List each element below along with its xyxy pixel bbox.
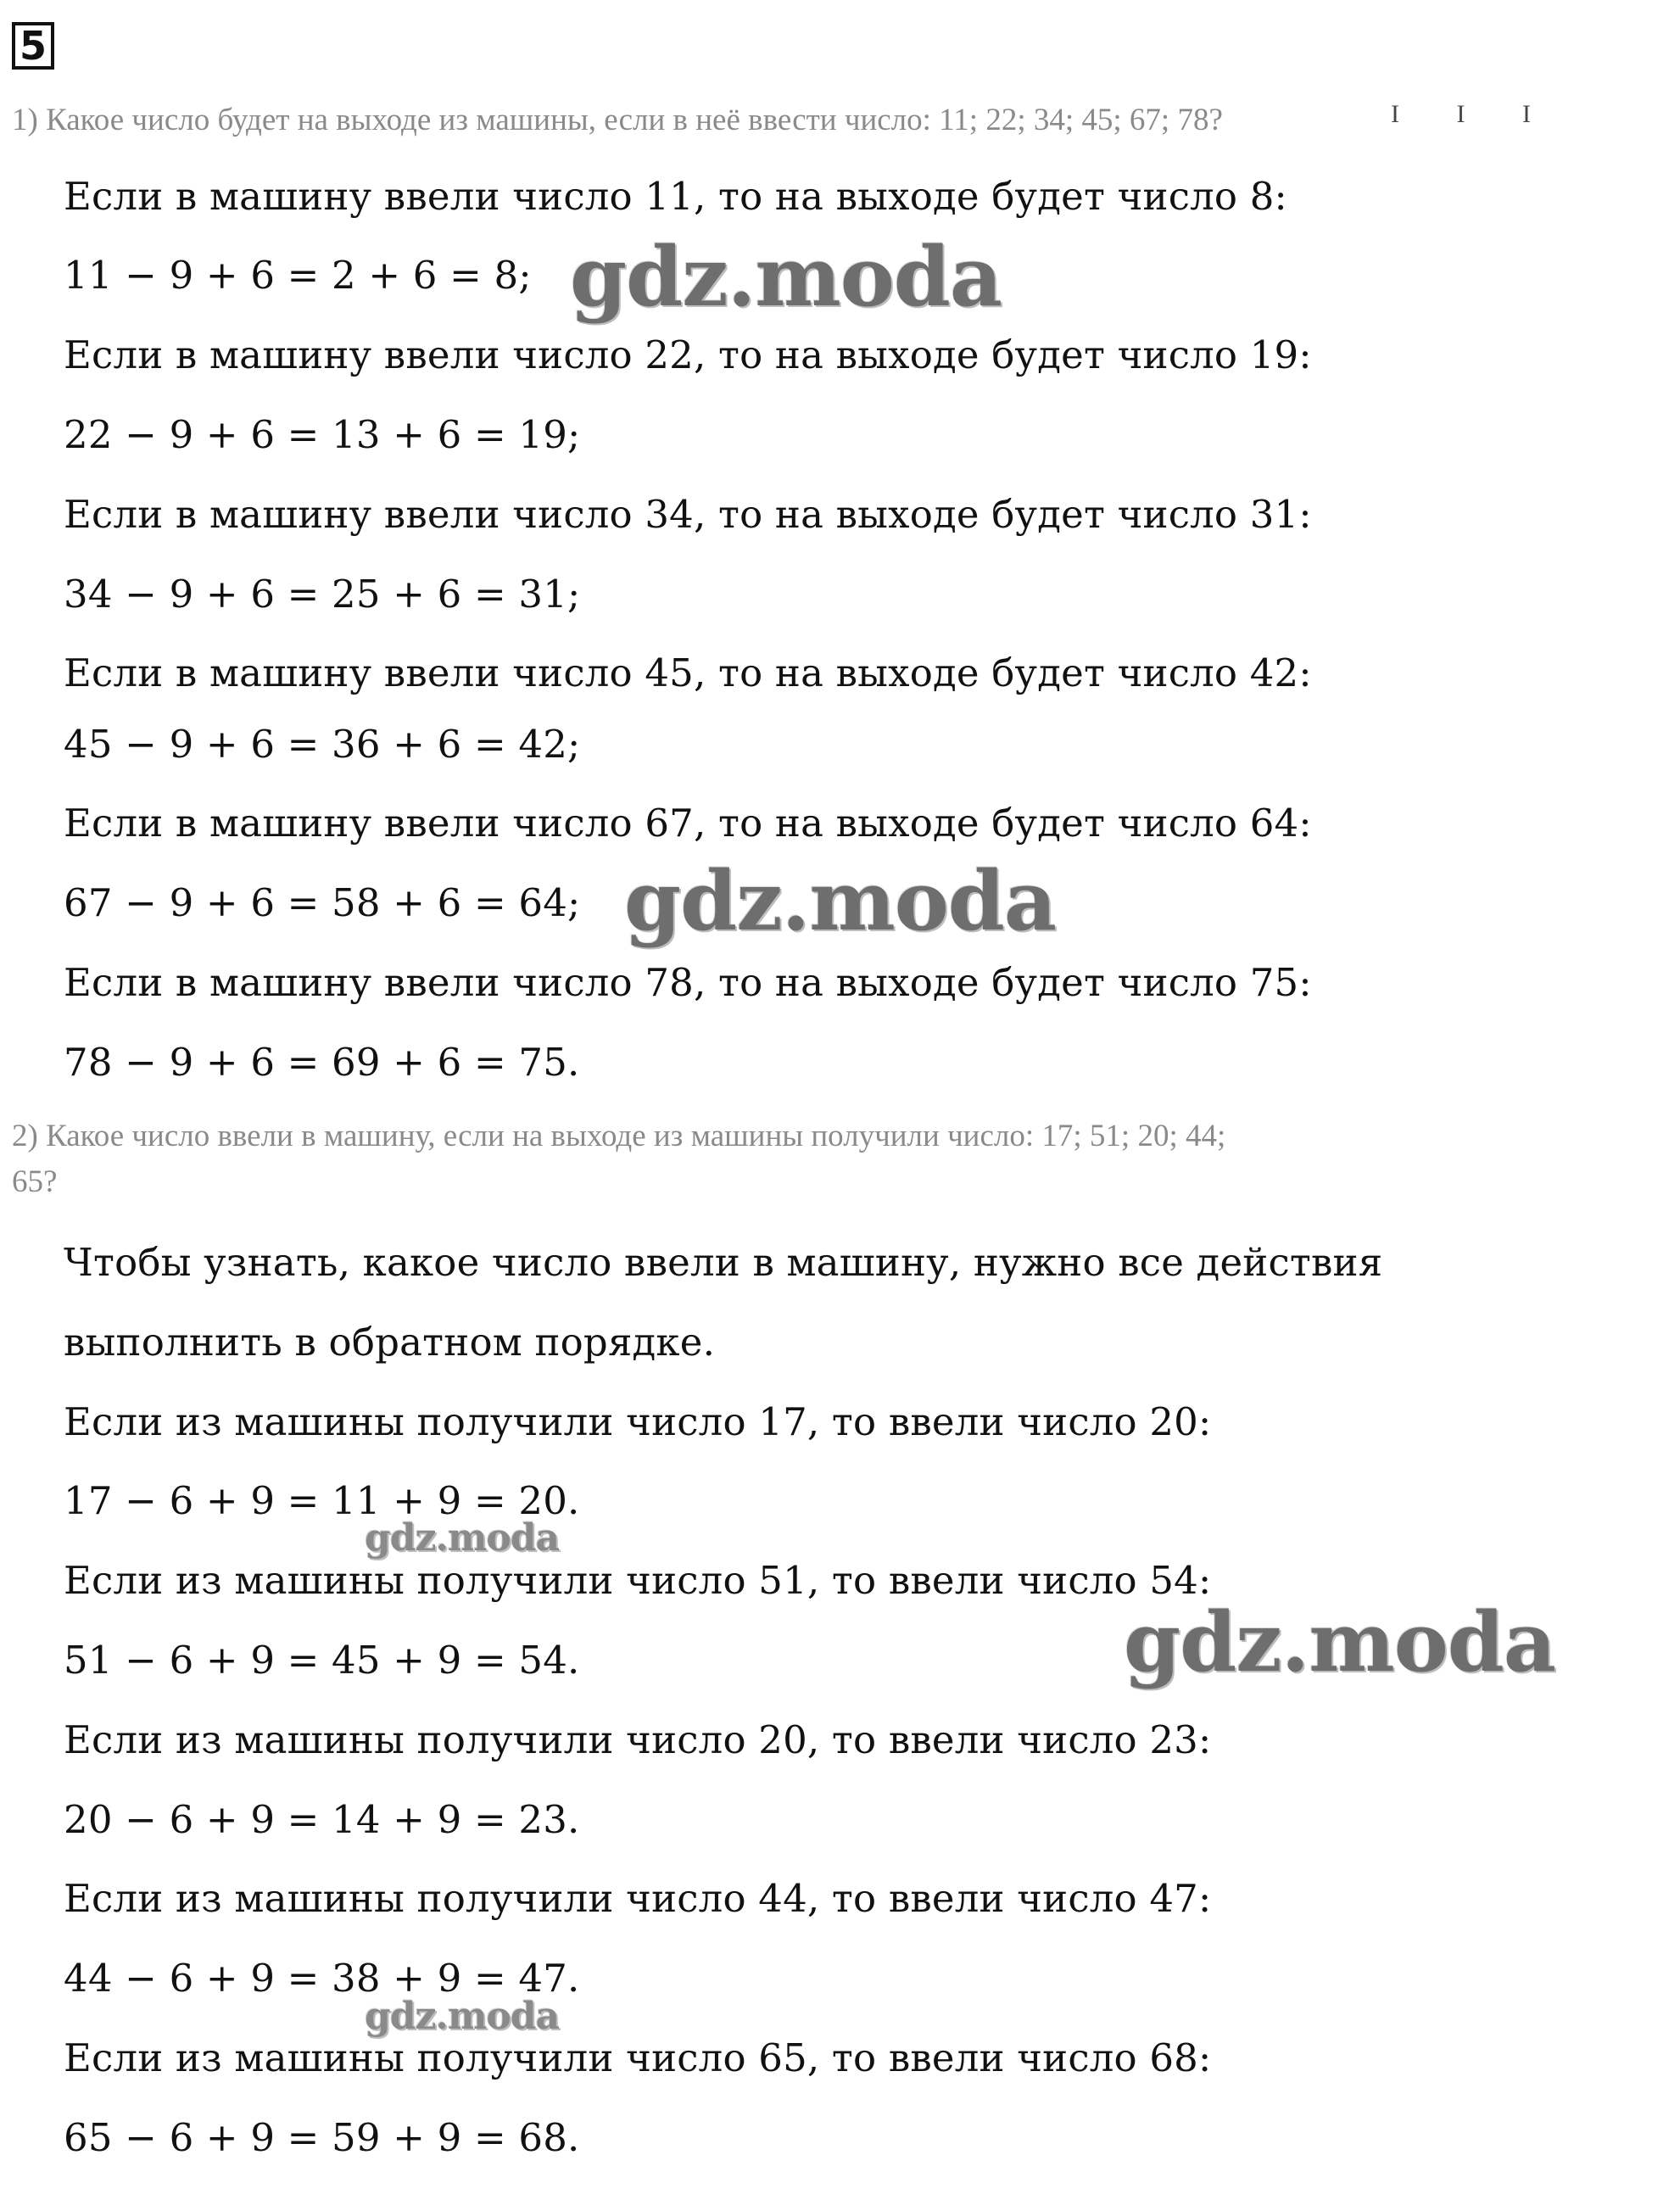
answer-line: Если в машину ввели число 45, то на выходе будет число 42: [64, 650, 1312, 695]
equation-line: 34 − 9 + 6 = 25 + 6 = 31; [64, 572, 581, 617]
answer-line: Если в машину ввели число 78, то на выходе будет число 75: [64, 960, 1312, 1005]
equation-line: 11 − 9 + 6 = 2 + 6 = 8; [64, 253, 532, 298]
answer-line: Чтобы узнать, какое число ввели в машину, нужно все действия [64, 1240, 1383, 1285]
answer-line: Если из машины получили число 17, то ввели число 20: [64, 1399, 1212, 1444]
answer-line: Если из машины получили число 20, то ввели число 23: [64, 1717, 1212, 1762]
equation-line: 22 − 9 + 6 = 13 + 6 = 19; [64, 412, 581, 457]
watermark: gdz.moda [570, 229, 1002, 325]
header-fragment: I I I [1391, 100, 1556, 128]
equation-line: 20 − 6 + 9 = 14 + 9 = 23. [64, 1797, 580, 1842]
answer-line: Если из машины получили число 65, то ввели число 68: [64, 2035, 1212, 2080]
equation-line: 45 − 9 + 6 = 36 + 6 = 42; [64, 722, 581, 767]
watermark: gdz.moda [1124, 1594, 1556, 1690]
equation-line: 65 − 6 + 9 = 59 + 9 = 68. [64, 2115, 580, 2160]
equation-line: 67 − 9 + 6 = 58 + 6 = 64; [64, 880, 581, 925]
answer-line: Если в машину ввели число 67, то на выходе будет число 64: [64, 801, 1312, 846]
answer-line: Если в машину ввели число 34, то на выходе будет число 31: [64, 492, 1312, 537]
watermark: gdz.moda [365, 1516, 560, 1560]
question-2-line-1: 2) Какое число ввели в машину, если на выходе из машины получили число: 17; 51; 20; 44; [12, 1119, 1226, 1153]
watermark: gdz.moda [624, 853, 1057, 949]
question-1: 1) Какое число будет на выходе из машины, если в неё ввести число: 11; 22; 34; 45; 67; 78? [12, 103, 1223, 137]
equation-line: 17 − 6 + 9 = 11 + 9 = 20. [64, 1478, 580, 1523]
equation-line: 78 − 9 + 6 = 69 + 6 = 75. [64, 1040, 580, 1085]
exercise-number: 5 [12, 22, 54, 70]
answer-line: Если из машины получили число 51, то ввели число 54: [64, 1558, 1212, 1603]
equation-line: 51 − 6 + 9 = 45 + 9 = 54. [64, 1638, 580, 1683]
question-2-line-2: 65? [12, 1164, 58, 1199]
equation-line: 44 − 6 + 9 = 38 + 9 = 47. [64, 1956, 580, 2001]
watermark: gdz.moda [365, 1995, 560, 2038]
answer-line: выполнить в обратном порядке. [64, 1320, 716, 1365]
answer-line: Если из машины получили число 44, то ввели число 47: [64, 1876, 1212, 1921]
answer-line: Если в машину ввели число 11, то на выходе будет число 8: [64, 174, 1287, 219]
answer-line: Если в машину ввели число 22, то на выходе будет число 19: [64, 332, 1312, 377]
